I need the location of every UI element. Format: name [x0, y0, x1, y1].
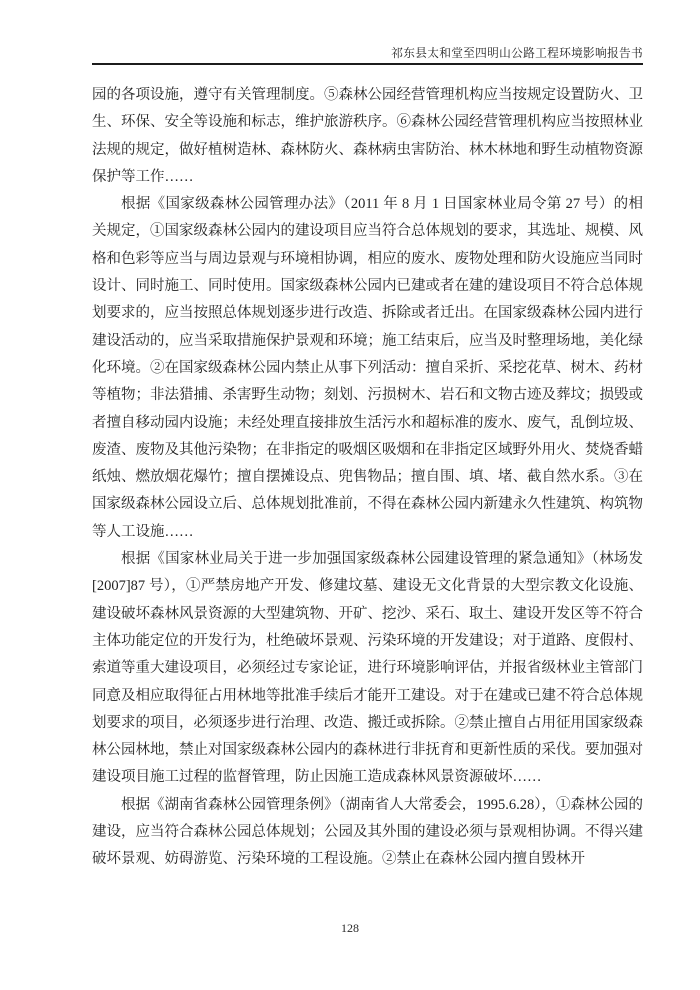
running-header-title: 祁东县太和堂至四明山公路工程环境影响报告书 — [391, 47, 643, 60]
document-body — [92, 82, 643, 874]
paragraph: 根据《国家林业局关于进一步加强国家级森林公园建设管理的紧急通知》（林场发[2007]87 号），①严禁房地产开发、修建坟墓、建设无文化背景的大型宗教文化设施、建设破坏森林风景资源的大型建筑物、开矿、挖沙、采石、取土、建设开发区等不符合主体功能定位的开发行为，杜绝破坏景观、污染环境的开发建设；对于道路、度假村、索道等重大建设项目，必须经过专家论证，进行环境影响评估，并报省级林业主管部门同意及相应取得征占用林地等批准手续后才能开工建设。对于在建或已建不符合总体规划要求的项目，必须逐步进行治理、改造、搬迁或拆除。②禁止擅自占用征用国家级森林公园林地，禁止对国家级森林公园内的森林进行非抚育和更新性质的采伐。要加强对建设项目施工过程的监督管理，防止因施工造成森林风景资源破坏…… — [92, 551, 643, 786]
page-number: 128 — [341, 921, 359, 935]
page-content — [92, 46, 643, 874]
header-rule — [92, 63, 643, 65]
paragraph: 园的各项设施，遵守有关管理制度。⑤森林公园经营管理机构应当按规定设置防火、卫生、环保、安全等设施和标志，维护旅游秩序。⑥森林公园经营管理机构应当按照林业法规的规定，做好植树造林、森林防火、森林病虫害防治、林木林地和野生动植物资源保护等工作…… — [92, 87, 643, 185]
paragraph: 根据《国家级森林公园管理办法》（2011 年 8 月 1 日国家林业局令第 27 号）的相关规定，①国家级森林公园内的建设项目应当符合总体规划的要求，其选址、规模、风格和色彩等应当与周边景观与环境相协调，相应的废水、废物处理和防火设施应当同时设计、同时施工、同时使用。国家级森林公园内已建或者在建的建设项目不符合总体规划要求的，应当按照总体规划逐步进行改造、拆除或者迁出。在国家级森林公园内进行建设活动的，应当采取措施保护景观和环境；施工结束后，应当及时整理场地，美化绿化环境。②在国家级森林公园内禁止从事下列活动：擅自采折、采挖花草、树木、药材等植物；非法猎捕、杀害野生动物；刻划、污损树木、岩石和文物古迹及葬坟；损毁或者擅自移动园内设施；未经处理直接排放生活污水和超标准的废水、废气，乱倒垃圾、废渣、废物及其他污染物；在非指定的吸烟区吸烟和在非指定区域野外用火、焚烧香蜡纸烛、燃放烟花爆竹；擅自摆摊设点、兜售物品；擅自围、填、堵、截自然水系。③在国家级森林公园设立后、总体规划批准前，不得在森林公园内新建永久性建筑、构筑物等人工设施…… — [92, 196, 643, 540]
paragraph: 根据《湖南省森林公园管理条例》（湖南省人大常委会，1995.6.28），①森林公园的建设，应当符合森林公园总体规划；公园及其外围的建设必须与景观相协调。不得兴建破坏景观、妨碍游览、污染环境的工程设施。②禁止在森林公园内擅自毁林开 — [92, 796, 643, 868]
